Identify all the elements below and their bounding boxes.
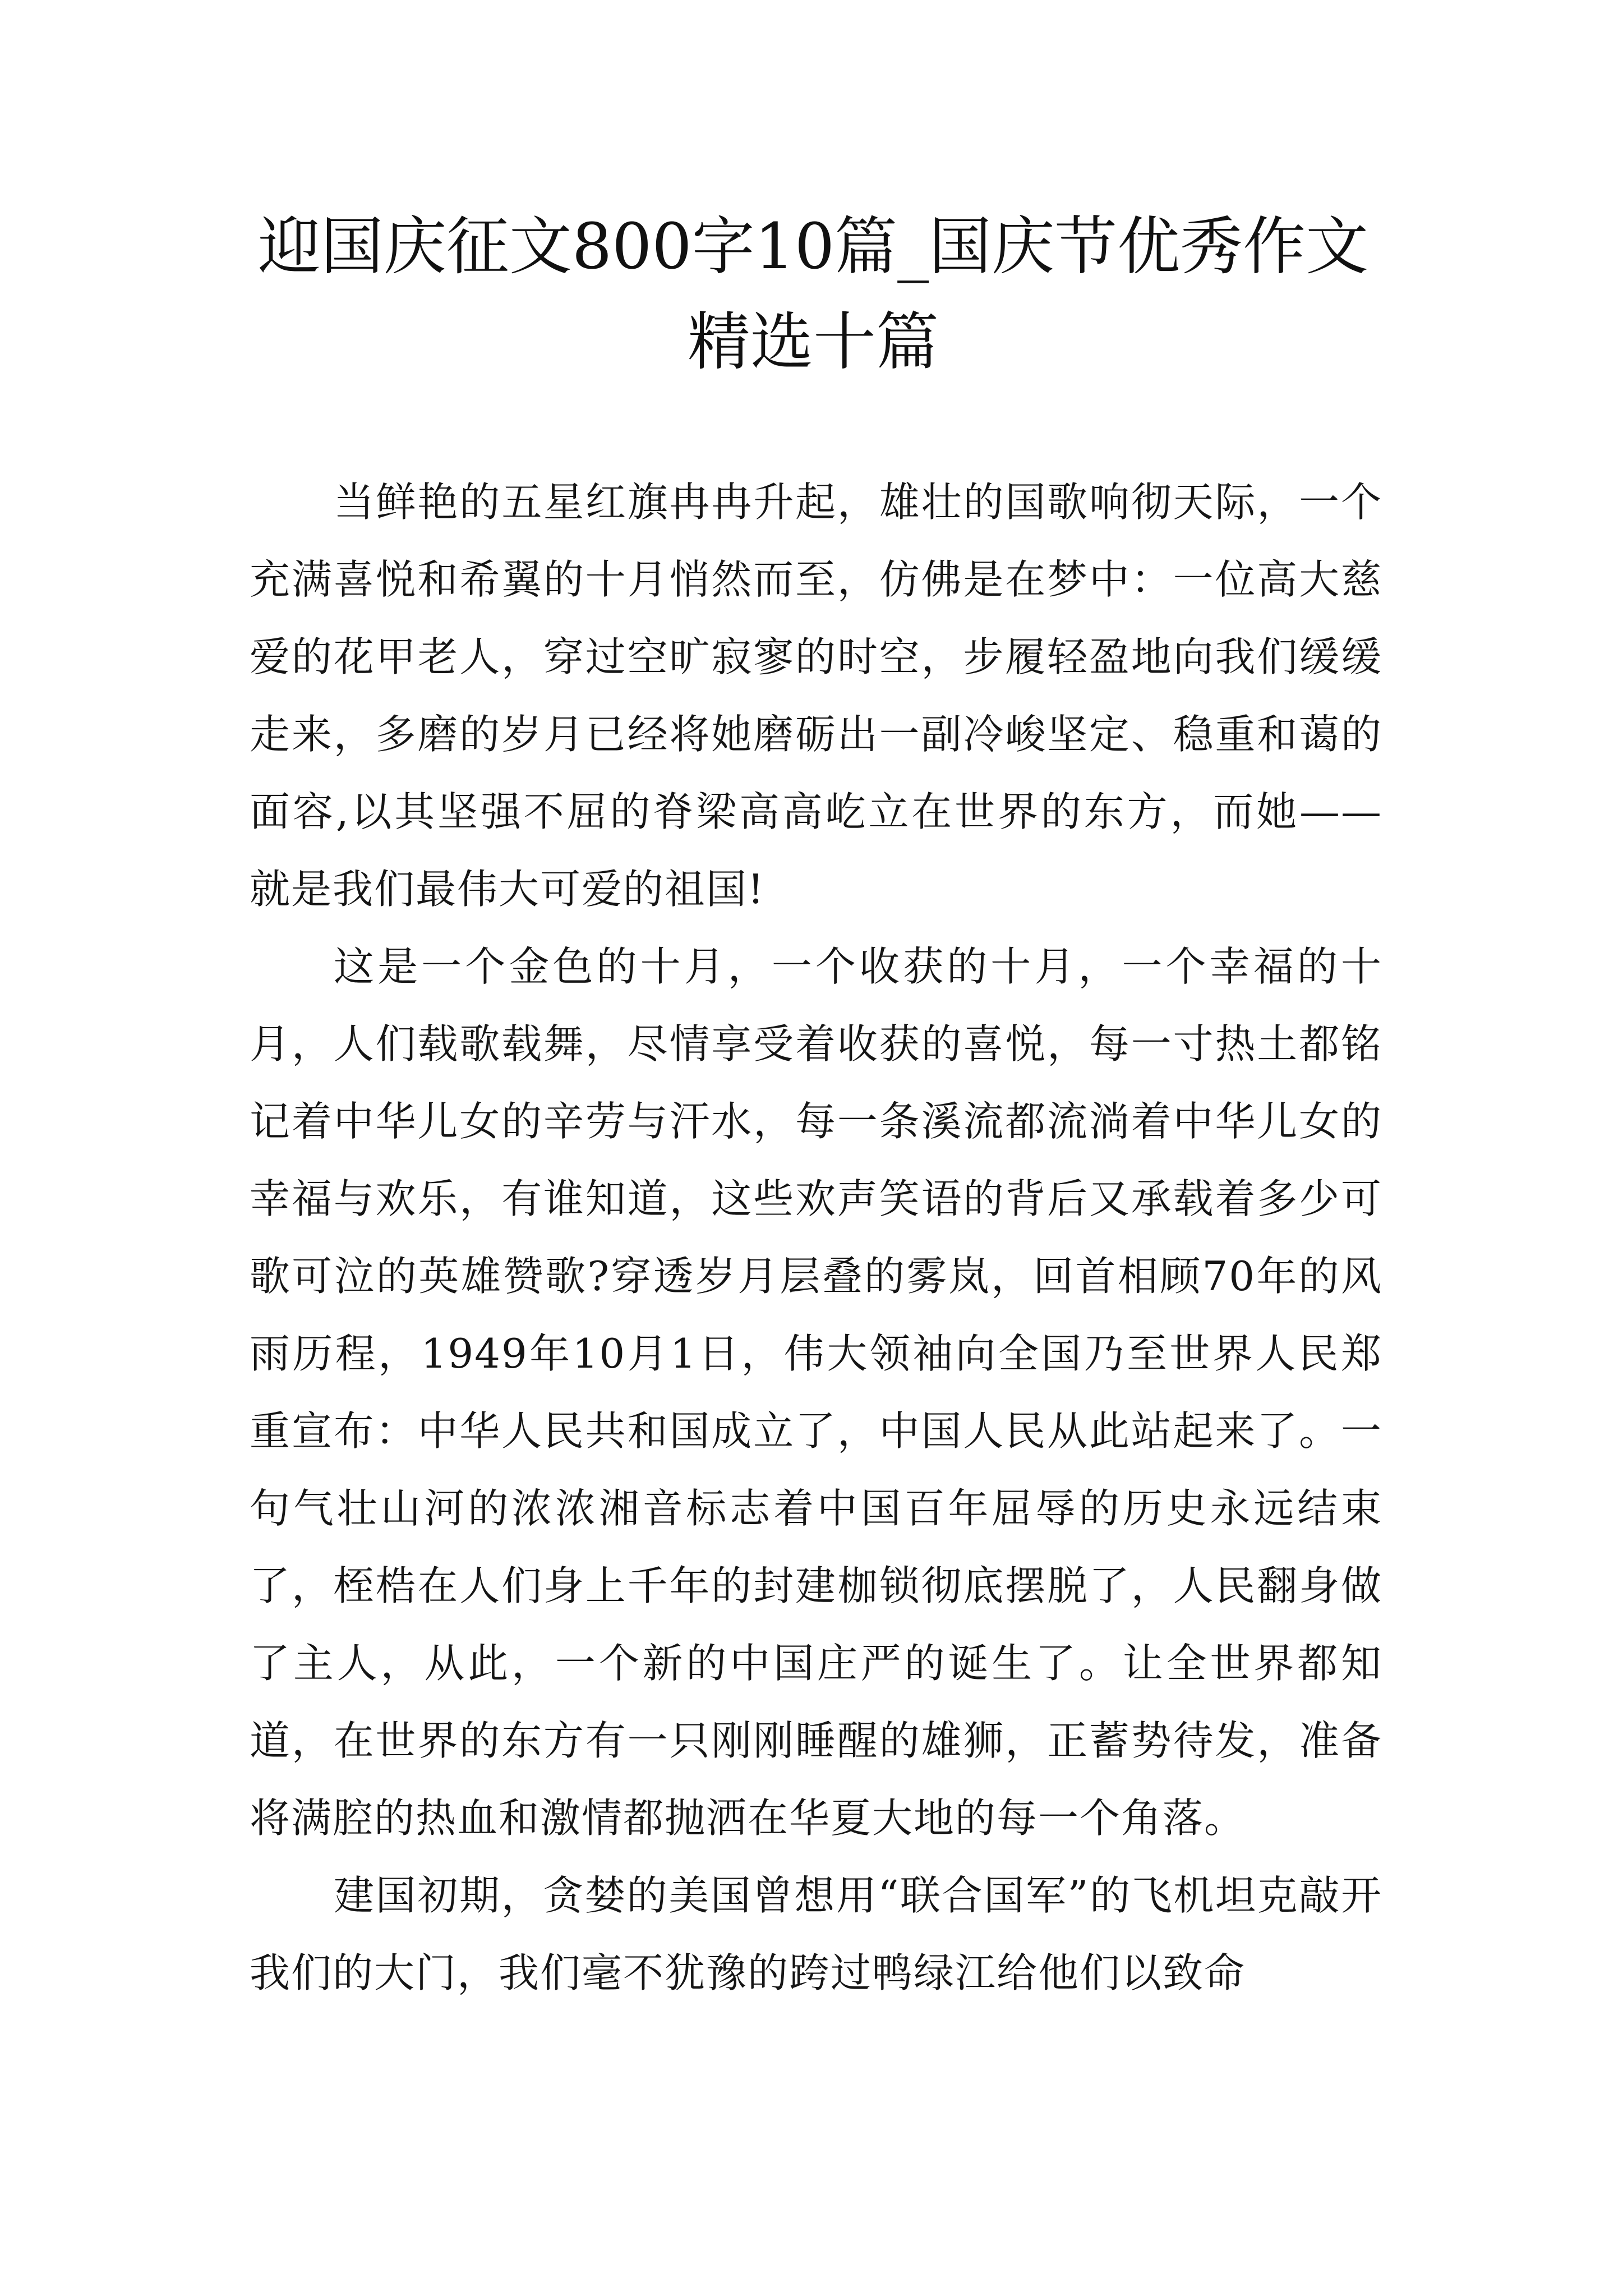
document-title: 迎国庆征文800字10篇_国庆节优秀作文精选十篇 [257, 210, 1369, 379]
paragraph-3: 建国初期，贪婪的美国曾想用“联合国军”的飞机坦克敲开我们的大门，我们毫不犹豫的跨过鸭绿江给他们以致命 [250, 1872, 1382, 1996]
paragraph-1: 当鲜艳的五星红旗冉冉升起，雄壮的国歌响彻天际，一个充满喜悦和希翼的十月悄然而至，仿佛是在梦中：一位高大慈爱的花甲老人，穿过空旷寂寥的时空，步履轻盈地向我们缓缓走来，多磨的岁月已经将她磨砺出一副冷峻坚定、稳重和蔼的面容,以其坚强不屈的脊梁高高屹立在世界的东方，而她——就是我们最伟大可爱的祖国! [250, 478, 1382, 913]
document-body [250, 463, 1382, 2012]
paragraph-2: 这是一个金色的十月，一个收获的十月，一个幸福的十月，人们载歌载舞，尽情享受着收获的喜悦，每一寸热土都铭记着中华儿女的辛劳与汗水，每一条溪流都流淌着中华儿女的幸福与欢乐，有谁知道，这些欢声笑语的背后又承载着多少可歌可泣的英雄赞歌?穿透岁月层叠的雾岚，回首相顾70年的风雨历程，1949年10月1日，伟大领袖向全国乃至世界人民郑重宣布：中华人民共和国成立了，中国人民从此站起来了。一句气壮山河的浓浓湘音标志着中国百年屈辱的历史永远结束了，桎梏在人们身上千年的封建枷锁彻底摆脱了，人民翻身做了主人，从此，一个新的中国庄严的诞生了。让全世界都知道，在世界的东方有一只刚刚睡醒的雄狮，正蓄势待发，准备将满腔的热血和激情都抛洒在华夏大地的每一个角落。 [250, 943, 1382, 1842]
